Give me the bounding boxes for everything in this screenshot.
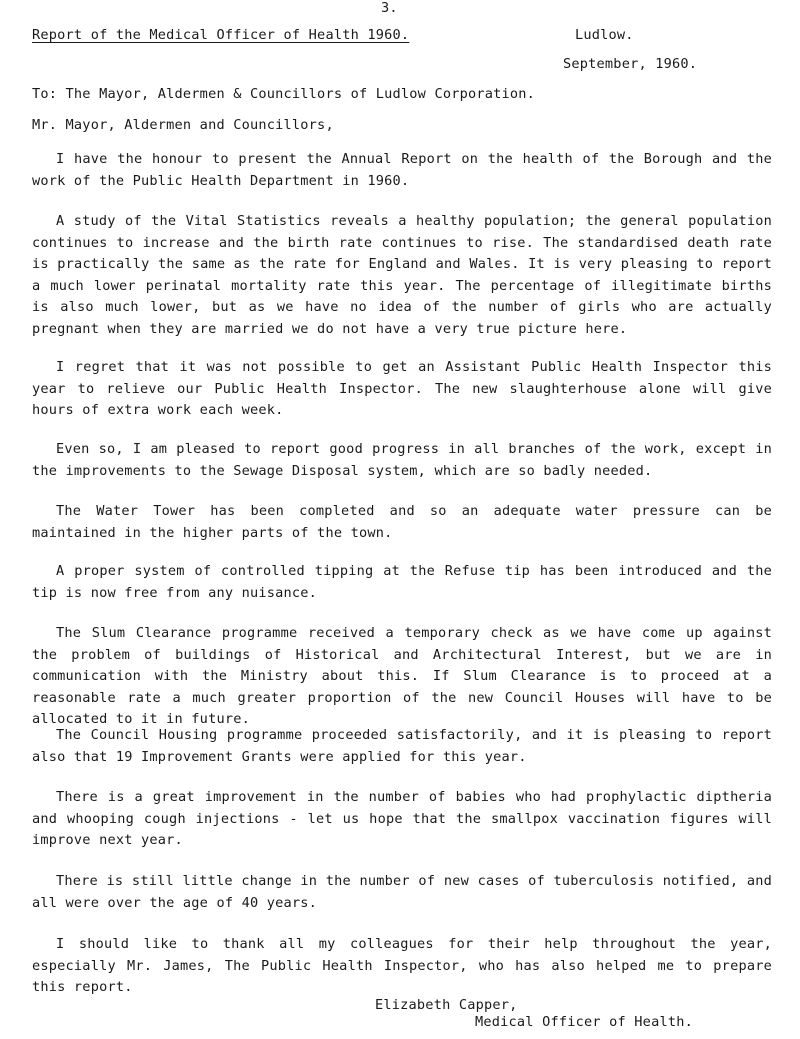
paragraph-text: A proper system of controlled tipping at the Refuse tip has been introduced and the tip is now free from any nuisance. — [32, 563, 772, 601]
paragraph-tuberculosis — [32, 871, 772, 914]
paragraph-text: I regret that it was not possible to get an Assistant Public Health Inspector this year to relieve our Public Health Inspector. The new slaughterhouse alone will give hours of extra work each week. — [32, 359, 772, 419]
paragraph-water-tower — [32, 501, 772, 544]
paragraph-text: The Water Tower has been completed and so an adequate water pressure can be maintained in the higher parts of the town. — [32, 503, 772, 541]
paragraph-introduction — [32, 149, 772, 192]
paragraph-inspector — [32, 357, 772, 422]
paragraph-text: There is still little change in the number of new cases of tuberculosis notified, and all were over the age of 40 years. — [32, 873, 772, 911]
page-number: 3. — [381, 0, 398, 16]
paragraph-progress — [32, 439, 772, 482]
paragraph-text: The Council Housing programme proceeded satisfactorily, and it is pleasing to report also that 19 Improvement Grants were applied for this year. — [32, 727, 772, 765]
paragraph-text: I should like to thank all my colleagues for their help throughout the year, especially Mr. James, The Public Health Inspector, who has also helped me to prepare this report. — [32, 936, 772, 996]
paragraph-slum-clearance — [32, 623, 772, 731]
signature-name: Elizabeth Capper, — [375, 997, 518, 1013]
paragraph-text: The Slum Clearance programme received a temporary check as we have come up against the problem of buildings of Historical and Architectural Interest, but we are in communication with the Ministry about this. If Slum Clearance is to proceed at a reasonable rate a much greater proportion of the new Council Houses will have to be allocated to it in future. — [32, 625, 772, 728]
paragraph-refuse-tip — [32, 561, 772, 604]
paragraph-text: There is a great improvement in the number of babies who had prophylactic diptheria and whooping cough injections - let us hope that the smallpox vaccination figures will improve next year. — [32, 789, 772, 849]
place-name: Ludlow. — [575, 27, 634, 43]
paragraph-housing — [32, 725, 772, 768]
paragraph-text: I have the honour to present the Annual Report on the health of the Borough and the work of the Public Health Department in 1960. — [32, 151, 772, 189]
report-date: September, 1960. — [563, 56, 698, 72]
address-line: To: The Mayor, Aldermen & Councillors of Ludlow Corporation. — [32, 86, 536, 102]
paragraph-text: Even so, I am pleased to report good progress in all branches of the work, except in the improvements to the Sewage Disposal system, which are so badly needed. — [32, 441, 772, 479]
paragraph-thanks — [32, 934, 772, 999]
paragraph-vital-statistics — [32, 211, 772, 341]
signature-title: Medical Officer of Health. — [475, 1014, 693, 1030]
report-title: Report of the Medical Officer of Health 1960. — [32, 27, 410, 43]
paragraph-text: A study of the Vital Statistics reveals a healthy population; the general population continues to increase and the birth rate continues to rise. The standardised death rate is practically the same as the rate for England and Wales. It is very pleasing to report a much lower perinatal mortality rate this year. The percentage of illegitimate births is also much lower, but as we have no idea of the number of girls who are actually pregnant when they are married we do not have a very true picture here. — [32, 213, 772, 337]
salutation: Mr. Mayor, Aldermen and Councillors, — [32, 117, 334, 133]
paragraph-immunisation — [32, 787, 772, 852]
